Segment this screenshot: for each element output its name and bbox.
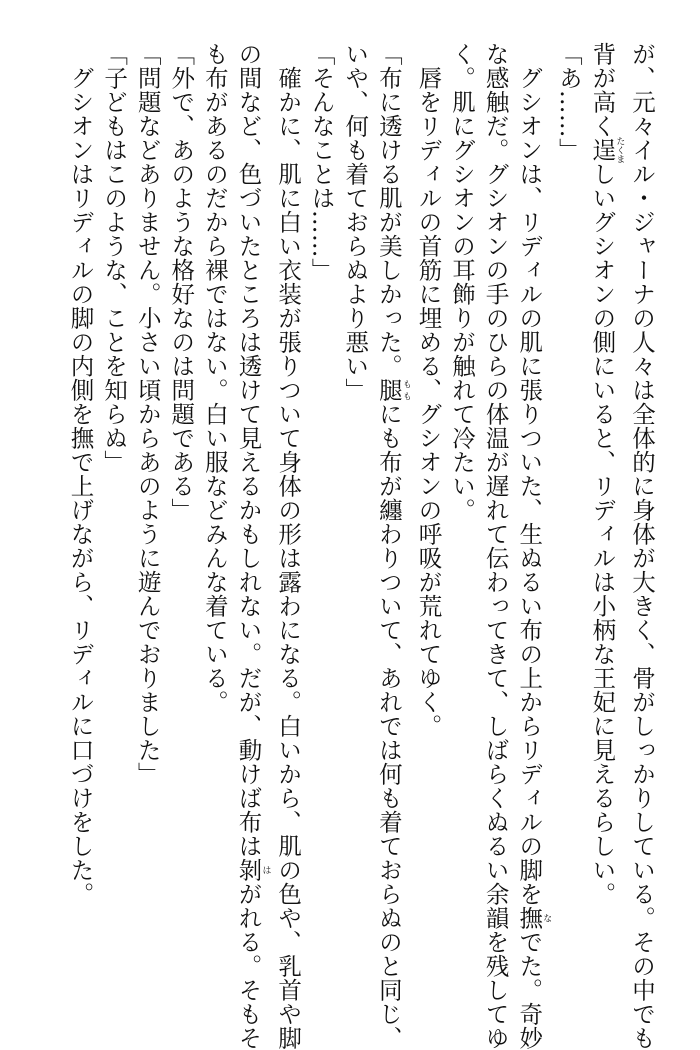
- ruby-takumashi: [588, 136, 625, 164]
- text-segment: にも布が纏わりついて、あれでは何も着ておらぬのと同じ、: [374, 402, 403, 1050]
- ruby-base: 撫: [515, 906, 544, 930]
- text-line-3: 「あ……」: [554, 42, 583, 162]
- text-line-7: 唇をリディルの首筋に埋める、グシオンの呼吸が荒れてゆく。: [414, 42, 443, 738]
- text-segment: がれる。そもそ: [234, 882, 263, 1050]
- ruby-hagareru: [234, 858, 271, 882]
- text-line-2: [585, 42, 625, 972]
- ruby-reading: な: [541, 906, 552, 930]
- ruby-nadeta: [515, 906, 552, 930]
- text-segment: グシオンは、リディルの肌に張りついた、生ぬるい布の上からリディルの脚を: [515, 42, 544, 906]
- text-line-1: が、元々イル・ジャーナの人々は全体的に身体が大きく、骨がしっかりしている。その中でも: [628, 42, 656, 1050]
- ruby-reading: たくま: [614, 136, 625, 164]
- ruby-reading: は: [260, 858, 271, 882]
- text-line-10: 「そんなことは……」: [307, 42, 336, 282]
- text-segment: 背が高く: [588, 42, 617, 138]
- text-line-8: [371, 42, 411, 1050]
- text-line-4: [512, 42, 552, 1050]
- text-segment: しいグシオンの側にいると、リディルは小柄な王妃に見えるらしい。: [588, 162, 617, 906]
- text-line-15: 「問題などありません。小さい頃からあのように遊んでおりました」: [133, 42, 162, 786]
- text-segment: でた。奇妙: [515, 930, 544, 1050]
- ruby-momo: [374, 378, 411, 402]
- text-line-16: 「子どもはこのような、ことを知らぬ」: [100, 42, 129, 474]
- text-line-11: 確かに、肌に白い衣装が張りついて身体の形は露わになる。白いから、肌の色や、乳首や脚: [274, 42, 303, 1050]
- text-line-14: 「外で、あのような格好なのは問題である」: [167, 42, 196, 522]
- text-line-17: グシオンはリディルの脚の内側を撫で上げながら、リディルに口づけをした。: [66, 42, 95, 906]
- text-line-12: [231, 42, 271, 1050]
- text-segment: の間など、色づいたところは透けて見えるかもしれない。だが、動けば布は: [234, 42, 263, 858]
- text-line-9: いや、何も着ておらぬより悪い」: [341, 42, 370, 402]
- text-line-5: な感触だ。グシオンの手のひらの体温が遅れて伝わってきて、しばらくぬるい余韻を残してゆ: [481, 42, 510, 1050]
- text-segment: 「布に透ける肌が美しかった。: [374, 42, 403, 378]
- ruby-reading: もも: [400, 378, 411, 402]
- ruby-base: 腿: [374, 378, 403, 402]
- ruby-base: 剝: [234, 858, 263, 882]
- text-line-13: も布があるのだから裸ではない。白い服などみんな着ている。: [200, 42, 229, 714]
- text-line-6: く。肌にグシオンの耳飾りが触れて冷たい。: [448, 42, 477, 522]
- vertical-text-body: [48, 42, 658, 1050]
- ruby-base: 逞: [588, 136, 617, 164]
